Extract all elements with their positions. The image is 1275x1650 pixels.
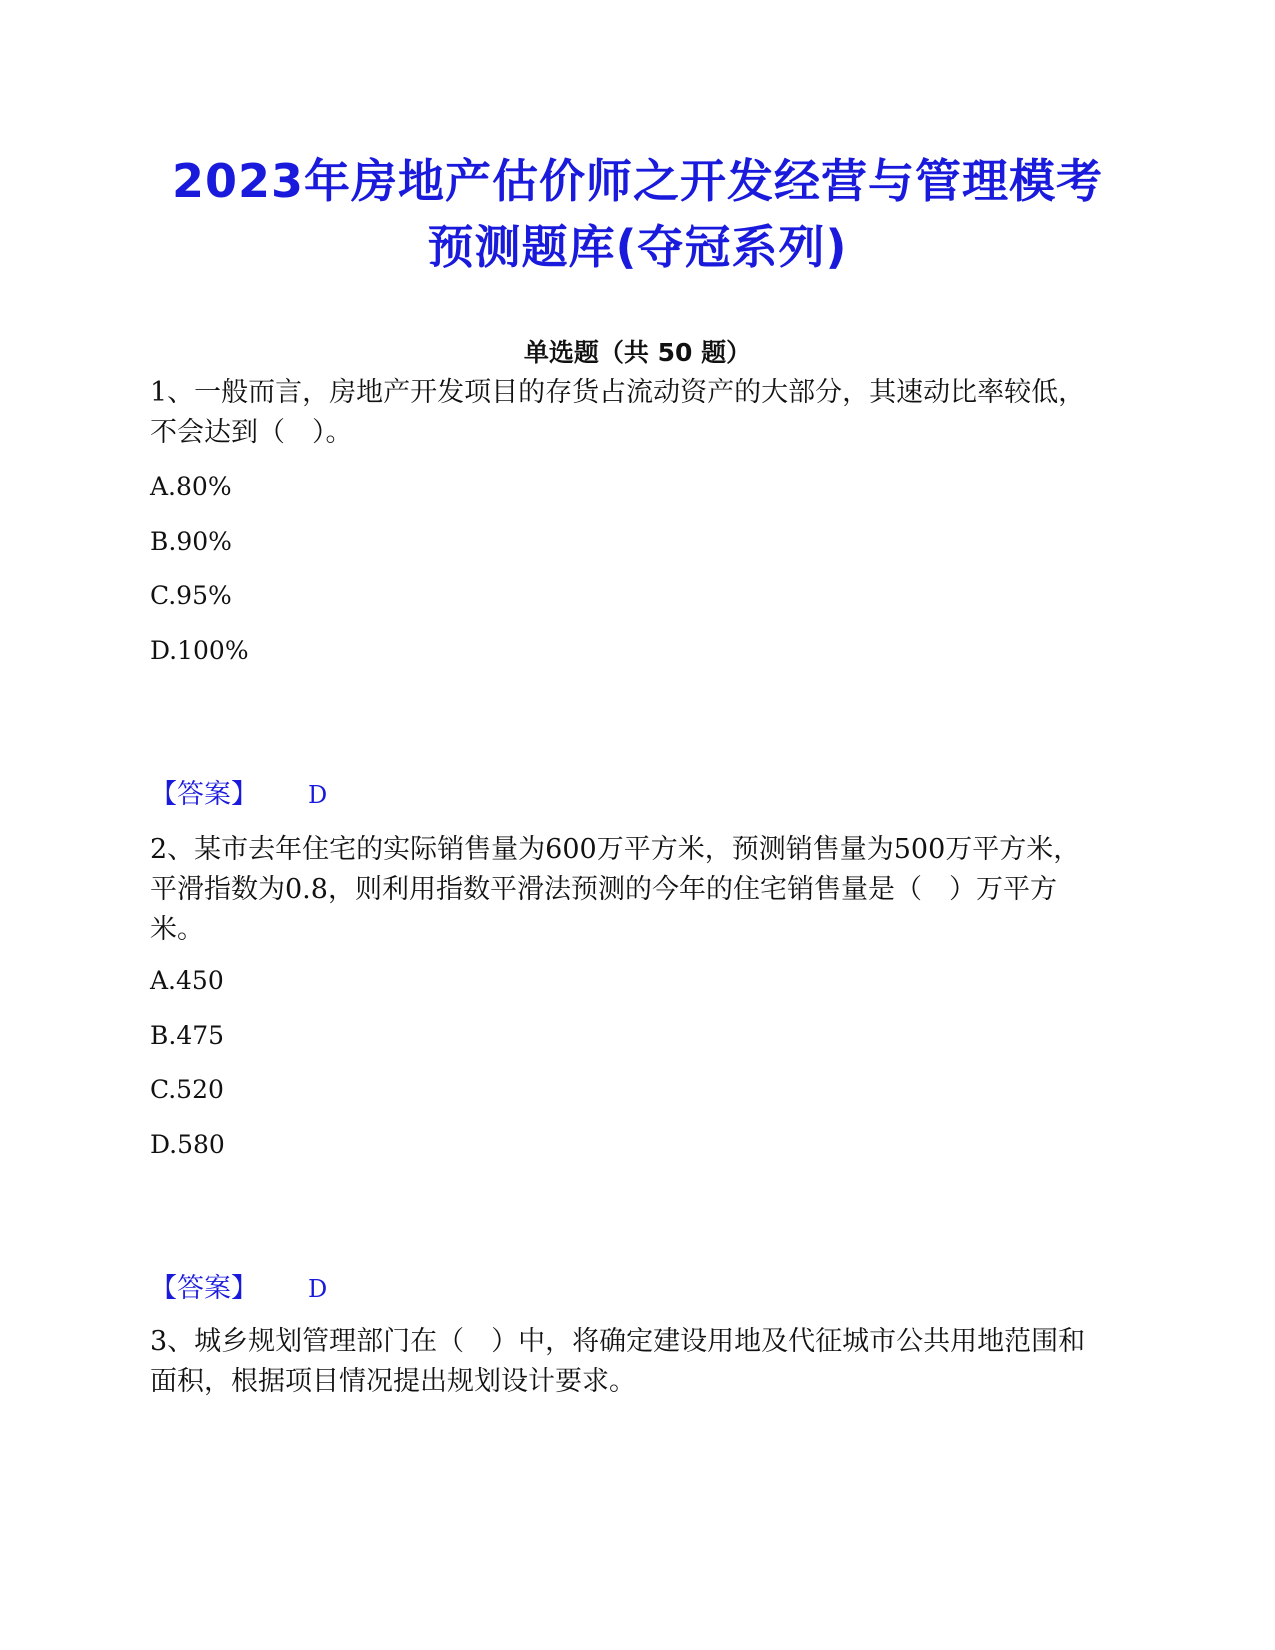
- question-1-text: 1、一般而言，房地产开发项目的存货占流动资产的大部分，其速动比率较低，不会达到（ ）。: [150, 377, 1086, 448]
- answer-value: D: [308, 781, 328, 809]
- answer-value: D: [308, 1275, 328, 1303]
- question-1-answer: [150, 777, 327, 813]
- title-line-1: 2023年房地产估价师之开发经营与管理模考: [171, 154, 1104, 208]
- question-3-text: 3、城乡规划管理部门在（ ）中，将确定建设用地及代征城市公共用地范围和面积，根据项目情况提出规划设计要求。: [150, 1326, 1086, 1397]
- answer-label: 【答案】: [150, 779, 258, 810]
- title-line-2: 预测题库(夺冠系列): [427, 220, 848, 274]
- question-2-option-d: D.580: [150, 1130, 225, 1159]
- question-2-option-c: C.520: [150, 1075, 224, 1104]
- answer-label: 【答案】: [150, 1273, 258, 1304]
- question-1-option-c: C.95%: [150, 581, 232, 610]
- section-heading: 单选题（共 50 题）: [523, 338, 752, 367]
- question-2-answer: [150, 1271, 327, 1307]
- document-title: [150, 148, 1125, 280]
- question-1-option-d: D.100%: [150, 636, 249, 665]
- question-2-option-a: A.450: [150, 966, 224, 995]
- question-1-option-a: A.80%: [150, 472, 232, 501]
- question-2-option-b: B.475: [150, 1021, 225, 1050]
- question-2-text: 2、某市去年住宅的实际销售量为600万平方米，预测销售量为500万平方米，平滑指数为0.8，则利用指数平滑法预测的今年的住宅销售量是（ ）万平方米。: [150, 834, 1081, 945]
- question-1-option-b: B.90%: [150, 527, 232, 556]
